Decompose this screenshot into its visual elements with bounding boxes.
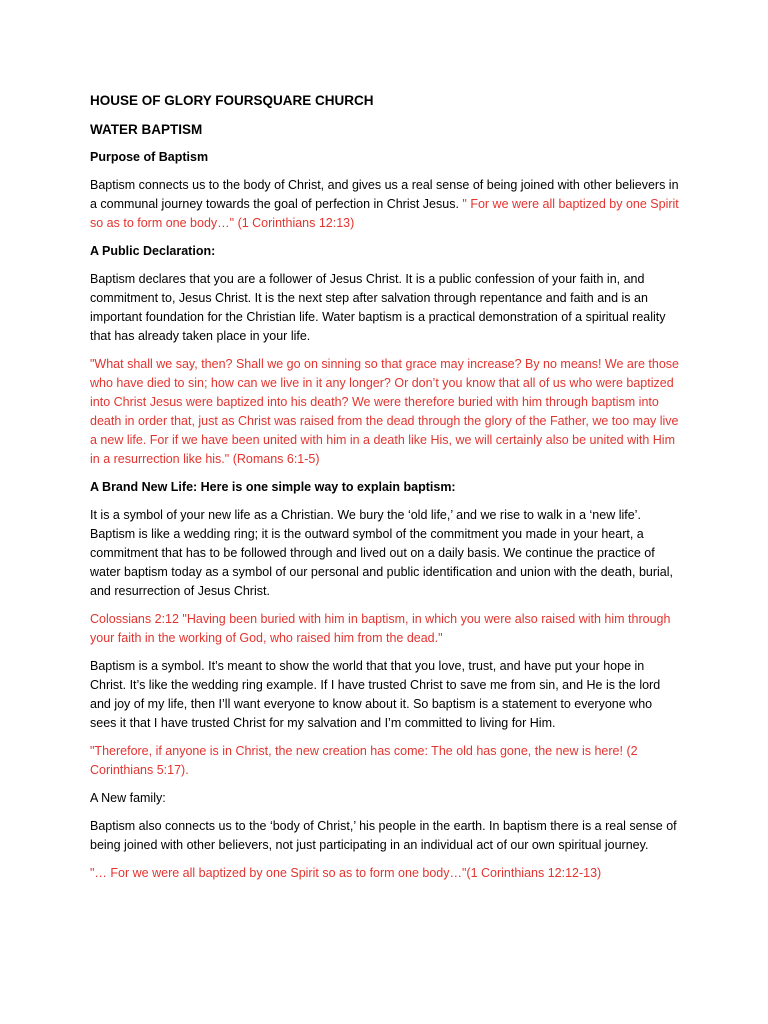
new-family-text: Baptism also connects us to the ‘body of Christ,’ his people in the earth. In baptism there is a real sense of being joined with other believers, not just participating in an individual act of our own spiritual journey. (90, 819, 677, 852)
purpose-heading: Purpose of Baptism (90, 150, 209, 164)
new-life-text: It is a symbol of your new life as a Christian. We bury the ‘old life,’ and we rise to walk in a ‘new life’. Baptism is like a wedding ring; it is the outward symbol of the commitment you made in your heart, a commitment that has to be followed through and lived out on a daily basis. We continue the practice of water baptism today as a symbol of our personal and public identification and union with the death, burial, and resurrection of Jesus Christ. (90, 508, 673, 598)
purpose-text: Baptism connects us to the body of Christ, and gives us a real sense of being joined with other believers in a communal journey towards the goal of perfection in Christ Jesus. (90, 178, 679, 211)
romans-scripture-quote: "What shall we say, then? Shall we go on sinning so that grace may increase? By no means! We are those who have died to sin; how can we live in it any longer? Or don’t you know that all of us who were baptized into Christ Jesus were baptized into his death? We were therefore buried with him through baptism into death in order that, just as Christ was raised from the dead through the glory of the Father, we too may live a new life. For if we have been united with him in a death like His, we will certainly also be united with Him in a resurrection like his." (Romans 6:1-5) (90, 357, 680, 466)
document-page (90, 92, 680, 883)
new-family-heading: A New family: (90, 791, 166, 805)
purpose-scripture-quote: " For we were all baptized by one Spirit so as to form one body…" (1 Corinthians 12:13) (90, 197, 679, 230)
public-declaration-text: Baptism declares that you are a follower of Jesus Christ. It is a public confession of your faith in, and commitment to, Jesus Christ. It is the next step after salvation through repentance and faith and is an important foundation for the Christian life. Water baptism is a practical demonstration of a spiritual reality that has already taken place in your life. (90, 272, 666, 343)
purpose-paragraph (90, 176, 680, 233)
symbol-text: Baptism is a symbol. It’s meant to show the world that that you love, trust, and have put your hope in Christ. It’s like the wedding ring example. If I have trusted Christ to save me from sin, and He is the lord and joy of my life, then I’ll want everyone to know about it. So baptism is a statement to everyone who sees it that I have trusted Christ for my salvation and I’m committed to living for Him. (90, 659, 661, 730)
corinthians-scripture-quote: "Therefore, if anyone is in Christ, the new creation has come: The old has gone, the new is here! (2 Corinthians 5:17). (90, 744, 638, 777)
public-declaration-heading: A Public Declaration: (90, 244, 216, 258)
document-subtitle: WATER BAPTISM (90, 122, 203, 137)
family-scripture-quote: "… For we were all baptized by one Spirit so as to form one body…"(1 Corinthians 12:12-13) (90, 866, 602, 880)
document-title: HOUSE OF GLORY FOURSQUARE CHURCH (90, 93, 374, 108)
new-life-heading: A Brand New Life: Here is one simple way to explain baptism: (90, 480, 456, 494)
colossians-scripture-quote: Colossians 2:12 "Having been buried with him in baptism, in which you were also raised with him through your faith in the working of God, who raised him from the dead." (90, 612, 671, 645)
